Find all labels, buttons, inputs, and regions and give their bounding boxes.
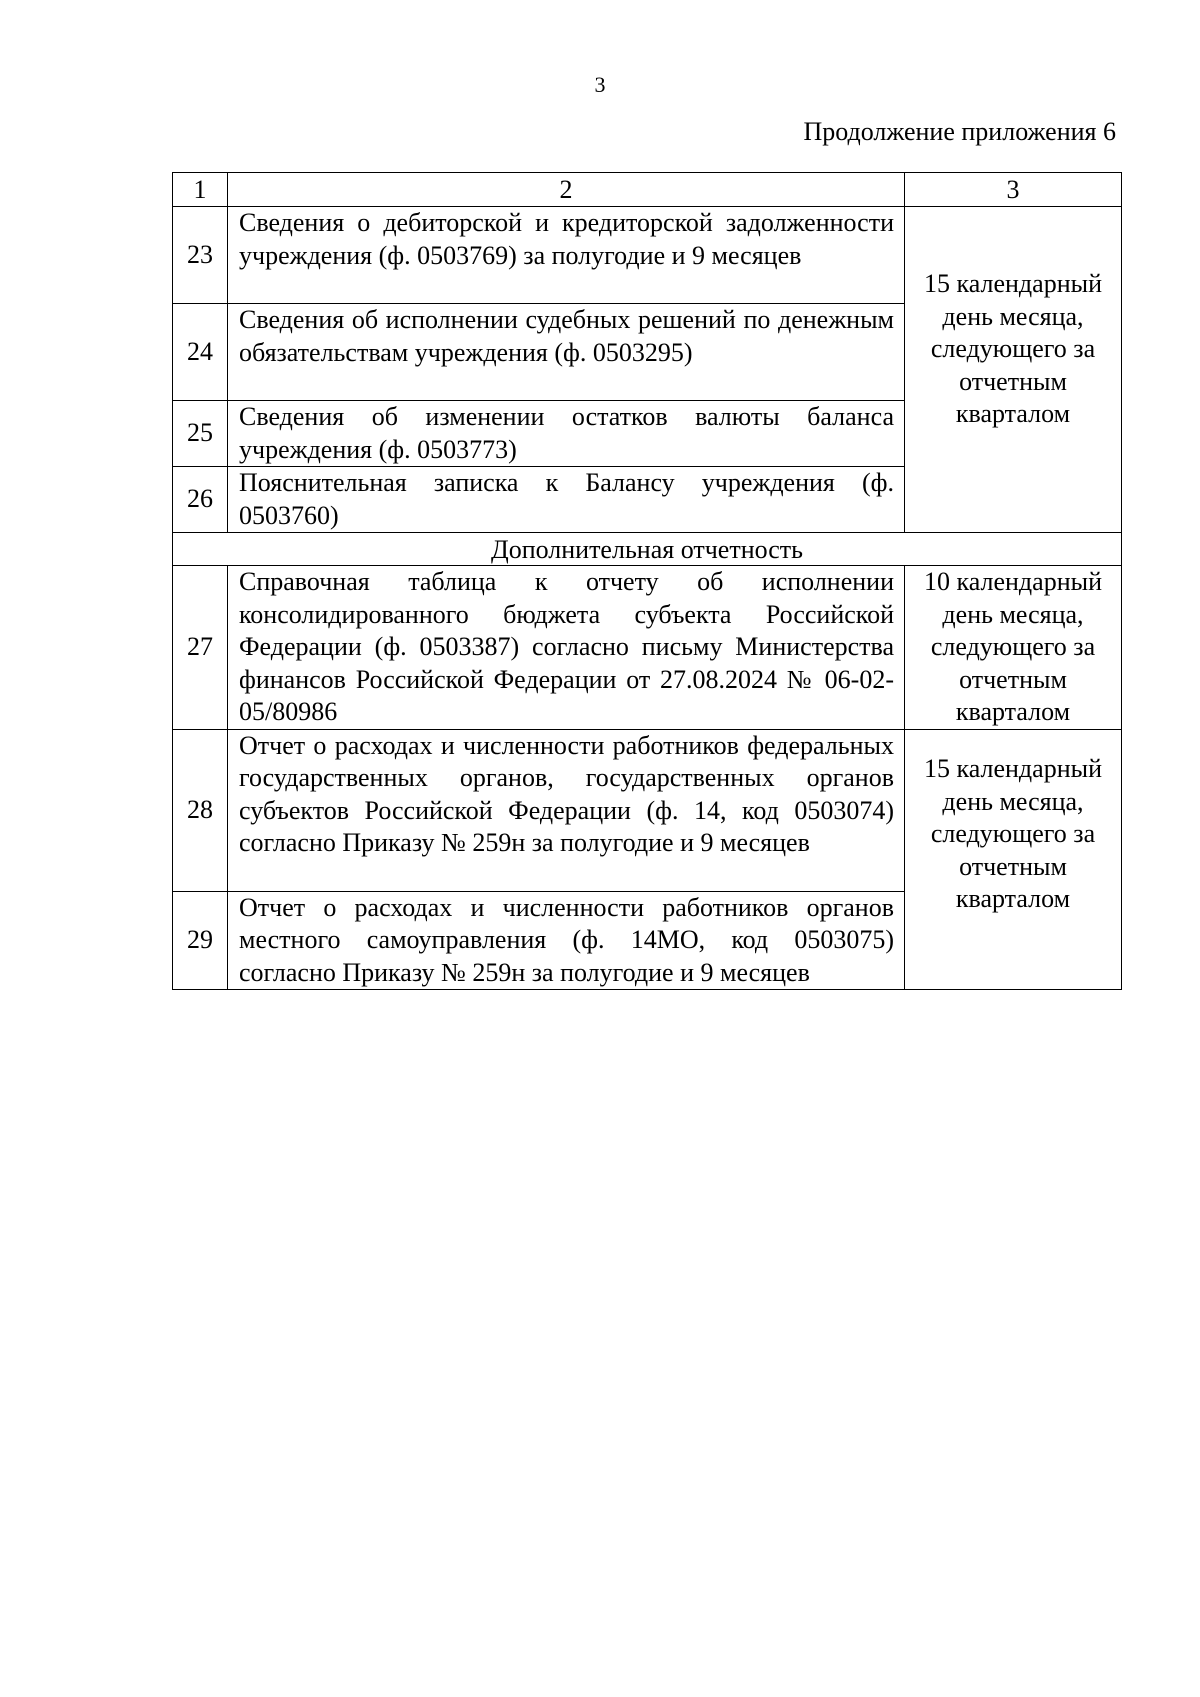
deadline-cell: 15 календарный день месяца, следующего за отчетным кварталом <box>905 207 1122 533</box>
row-number: 28 <box>173 729 228 891</box>
table-row <box>173 729 1122 891</box>
row-description: Сведения о дебиторской и кредиторской задолженности учреждения (ф. 0503769) за полугодие и 9 месяцев <box>228 207 905 304</box>
section-row <box>173 533 1122 566</box>
table-row <box>173 207 1122 304</box>
table-row <box>173 566 1122 730</box>
row-description: Отчет о расходах и численности работников федеральных государственных органов, государственных органов субъектов Российской Федерации (ф. 14, код 0503074) согласно Приказу № 259н за полугодие и 9 месяцев <box>228 729 905 891</box>
column-header-1: 1 <box>173 173 228 207</box>
row-description: Сведения об изменении остатков валюты баланса учреждения (ф. 0503773) <box>228 401 905 467</box>
row-description: Пояснительная записка к Балансу учреждения (ф. 0503760) <box>228 467 905 533</box>
row-number: 27 <box>173 566 228 730</box>
row-description: Сведения об исполнении судебных решений по денежным обязательствам учреждения (ф. 0503295) <box>228 304 905 401</box>
appendix-title: Продолжение приложения 6 <box>803 117 1116 146</box>
page-number: 3 <box>594 72 606 97</box>
section-title: Дополнительная отчетность <box>173 533 1122 566</box>
row-number: 29 <box>173 891 228 990</box>
reporting-table <box>172 172 1122 990</box>
row-number: 26 <box>173 467 228 533</box>
table-header-row <box>173 173 1122 207</box>
row-description: Отчет о расходах и численности работников органов местного самоуправления (ф. 14МО, код 0503075) согласно Приказу № 259н за полугодие и 9 месяцев <box>228 891 905 990</box>
row-description: Справочная таблица к отчету об исполнении консолидированного бюджета субъекта Российской Федерации (ф. 0503387) согласно письму Министерства финансов Российской Федерации от 27.08.2024 № 06-02-05/80986 <box>228 566 905 730</box>
deadline-cell: 15 календарный день месяца, следующего за отчетным кварталом <box>905 729 1122 990</box>
row-number: 25 <box>173 401 228 467</box>
deadline-cell: 10 календарный день месяца, следующего за отчетным кварталом <box>905 566 1122 730</box>
column-header-3: 3 <box>905 173 1122 207</box>
column-header-2: 2 <box>228 173 905 207</box>
row-number: 23 <box>173 207 228 304</box>
row-number: 24 <box>173 304 228 401</box>
